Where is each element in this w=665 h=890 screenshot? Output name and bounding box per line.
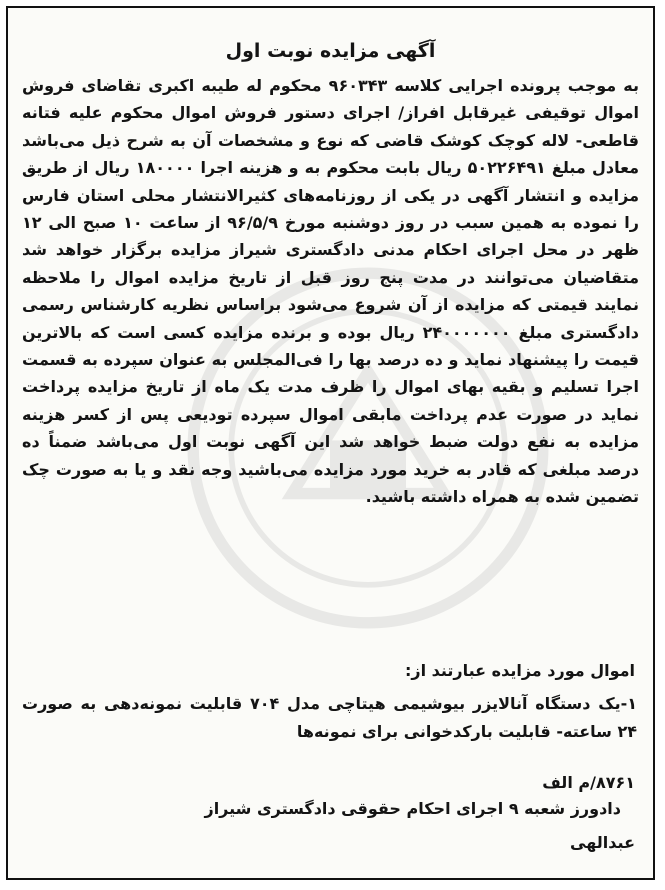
notice-title: آگهی مزایده نوبت اول	[225, 40, 436, 62]
reference-number: ۸۷۶۱/م الف	[542, 773, 635, 792]
signature-title: دادورز شعبه ۹ اجرای احکام حقوقی دادگستری شیراز	[204, 799, 621, 818]
auction-item: ۱-یک دستگاه آنالایزر بیوشیمی هیتاچی مدل ۷۰۴ قابلیت نمونه‌دهی به صورت ۲۴ ساعته- قابلیت بارکدخوانی برای نمونه‌ها	[22, 694, 638, 741]
signer-name: عبدالهی	[570, 833, 635, 852]
auction-notice	[6, 6, 655, 880]
notice-body: به موجب پرونده اجرایی کلاسه ۹۶۰۳۴۳ محکوم له طیبه اکبری تقاضای فروش اموال توقیفی غیرقابل افراز/ اجرای دستور فروش اموال محکوم علیه فتانه قاطعی- لاله کوچک کوشک قاضی که نوع و مشخصات آن به شرح ذیل می‌باشد معادل مبلغ ۵۰۲۲۶۴۹۱ ریال بابت محکوم به و هزینه اجرا ۱۸۰۰۰۰ ریال از طریق مزایده و انتشار آگهی در یکی از روزنامه‌های کثیرالانتشار محلی استان فارس را نموده به همین سبب در روز دوشنبه مورخ ۹۶/۵/۹ از ساعت ۱۰ صبح الی ۱۲ ظهر در محل اجرای احکام مدنی دادگستری شیراز مزایده برگزار خواهد شد متقاضیان می‌توانند در مدت پنج روز قبل از تاریخ مزایده اموال را ملاحظه نمایند قیمتی که مزایده از آن شروع می‌شود براساس نظریه کارشناس رسمی دادگستری مبلغ ۲۴۰۰۰۰۰۰۰ ریال بوده و برنده مزایده کسی است که بالاترین قیمت را پیشنهاد نماید و ده درصد بها را فی‌المجلس به عنوان سپرده به قسمت اجرا تسلیم و بقیه بهای اموال را ظرف مدت یک ماه از تاریخ مزایده پرداخت نماید در صورت عدم پرداخت مابقی اموال سپرده تودیعی پس از کسر هزینه مزایده به نفع دولت ضبط خواهد شد این آگهی نوبت اول می‌باشد ضمناً ده درصد مبلغی که قادر به خرید مورد مزایده می‌باشید وجه نقد و یا به صورت چک تضمین شده به همراه داشته باشید.	[22, 76, 640, 507]
items-heading: اموال مورد مزایده عبارتند از:	[404, 661, 635, 680]
